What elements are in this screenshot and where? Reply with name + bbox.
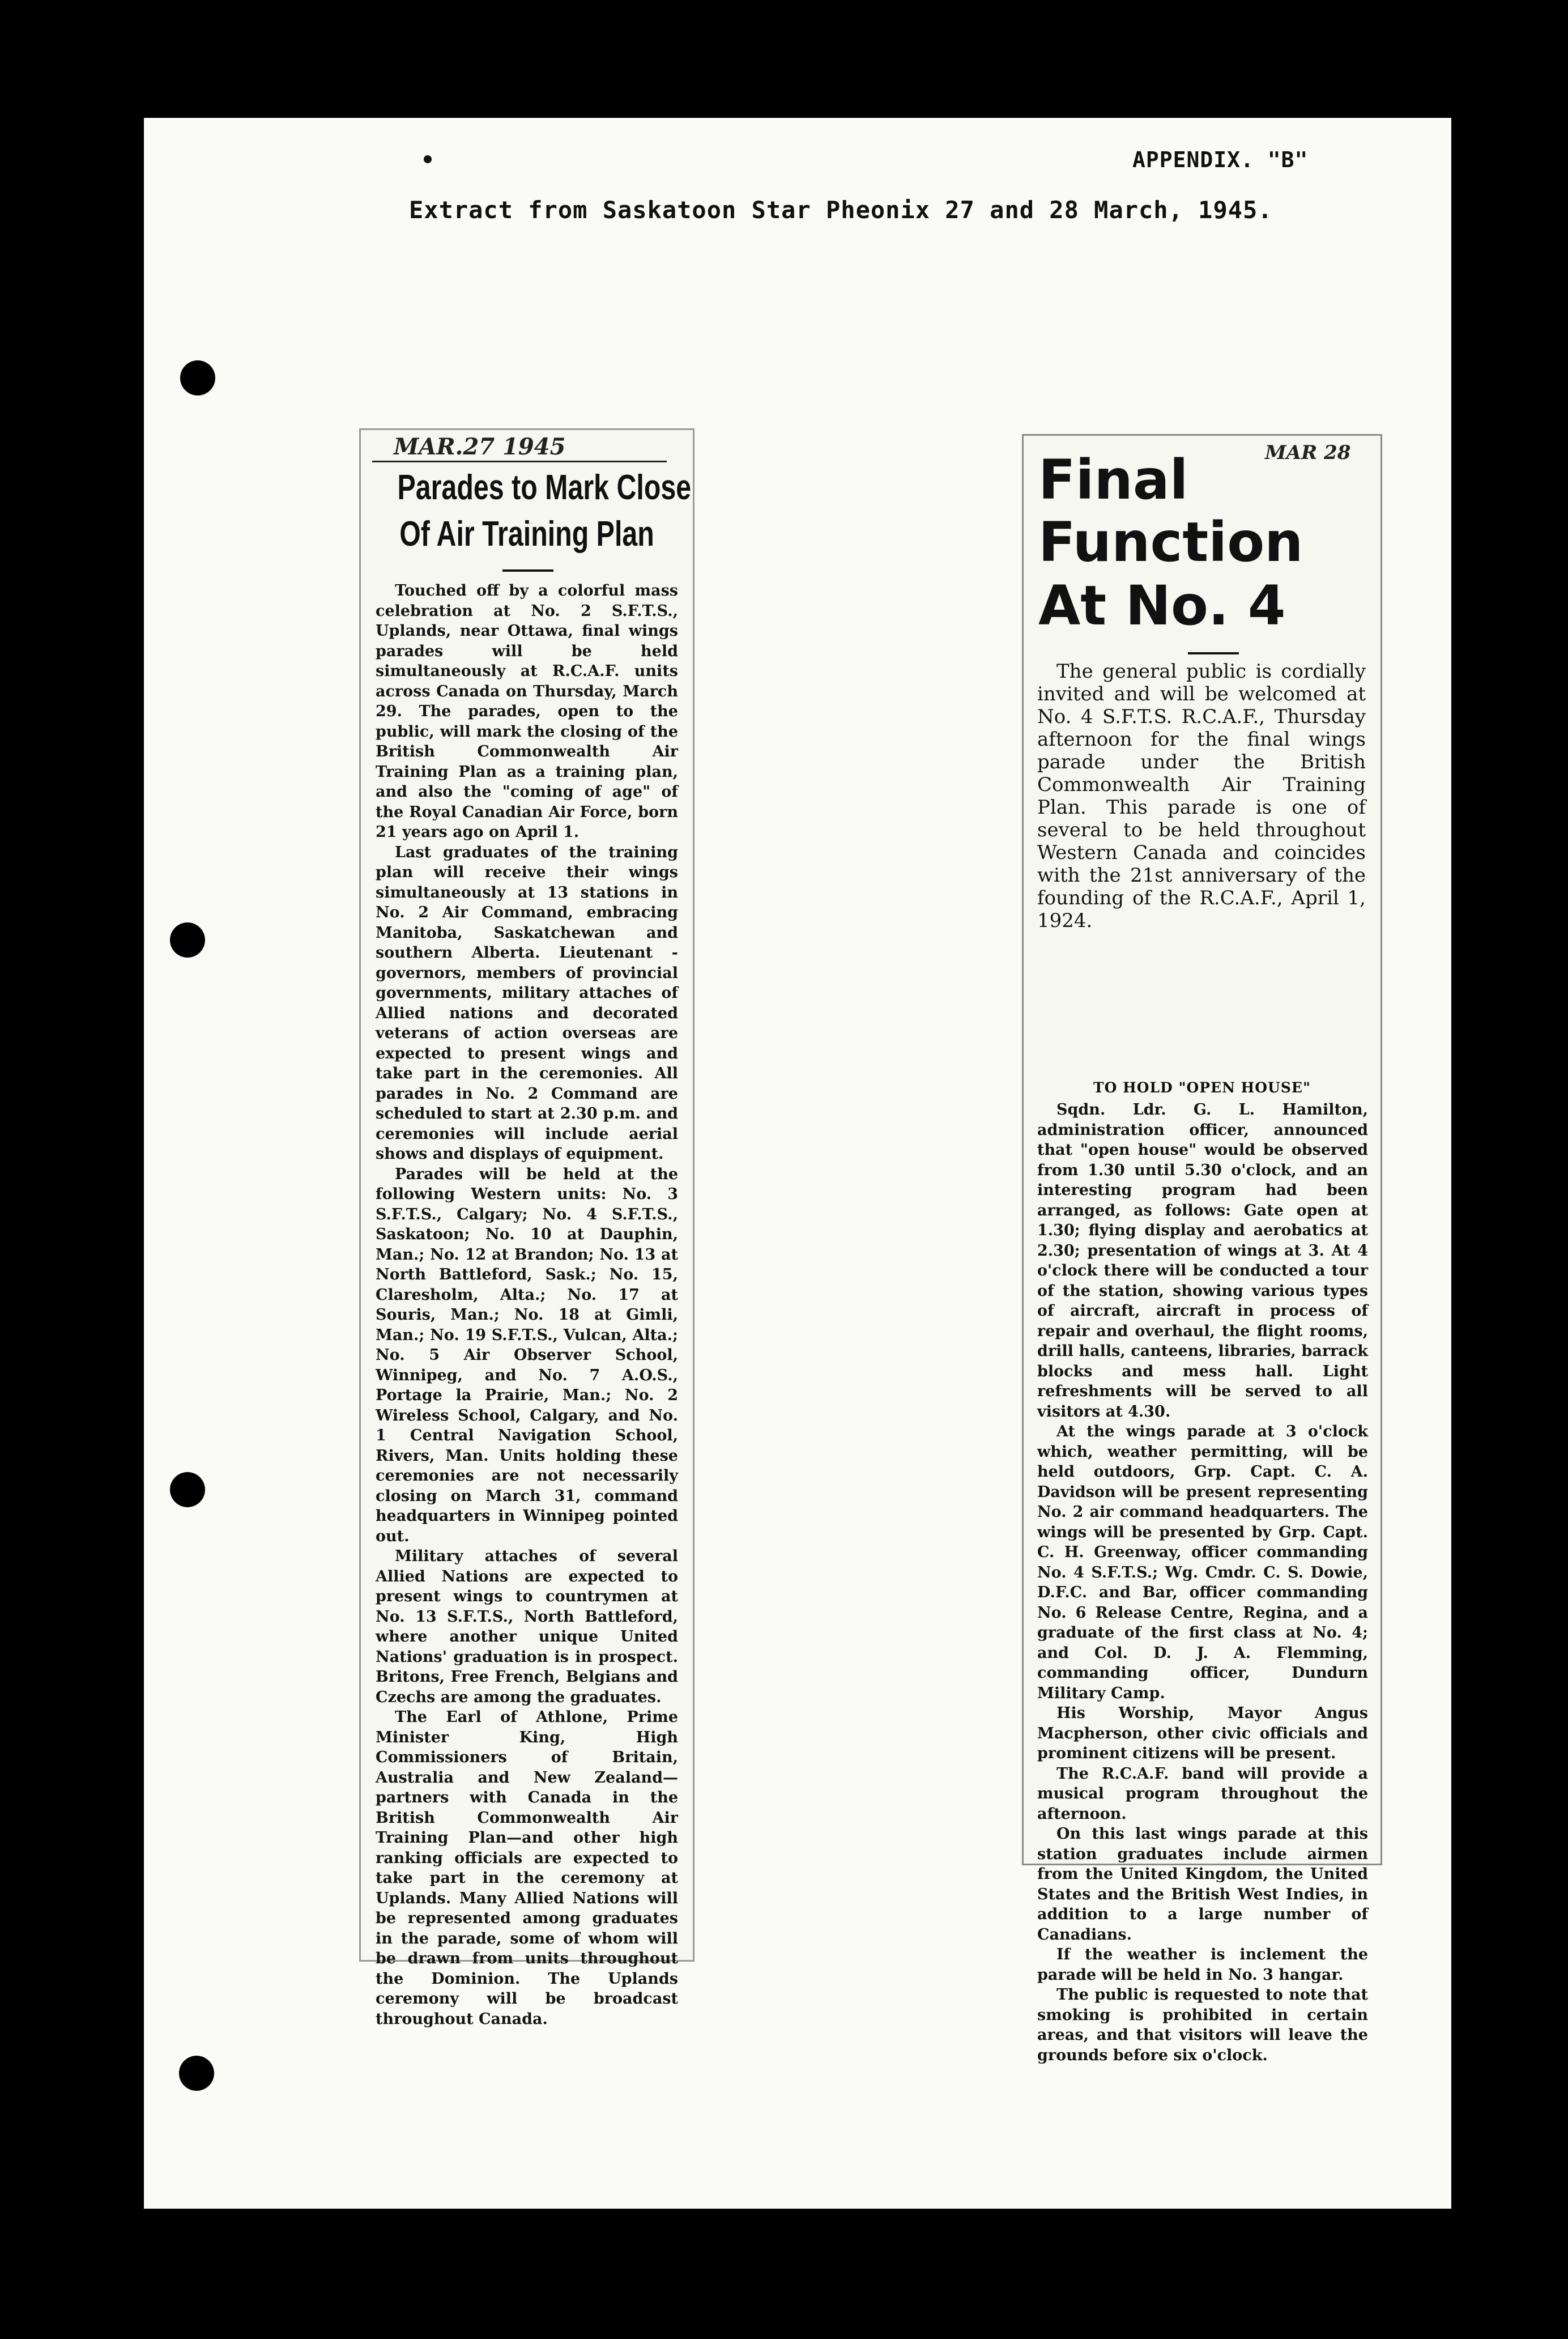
handwritten-date-right: MAR 28 <box>1265 441 1351 464</box>
right-paragraph: His Worship, Mayor Angus Macpherson, other civic officials and prominent citizens will be present. <box>1037 1704 1368 1762</box>
intro-paragraph: The general public is cordially invited and will be welcomed at No. 4 S.F.T.S. R.C.A.F., Thursday afternoon for the final wings parade under the British Commonwealth Air Training Plan. This parade is one of several to be held throughout Western Canada and coincides with the 21st anniversary of the founding of the R.C.A.F., April 1, 1924. <box>1037 660 1366 932</box>
left-paragraph: Military attaches of several Allied Nations are expected to present wings to countrymen at No. 13 S.F.T.S., North Battleford, where another unique United Nations' graduation is in prospect. Britons, Free French, Belgians and Czechs are among the graduates. <box>376 1547 678 1706</box>
left-article-body <box>376 581 678 2029</box>
left-headline-line2: Of Air Training Plan <box>399 514 654 554</box>
right-subheading: TO HOLD "OPEN HOUSE" <box>1093 1079 1311 1096</box>
handwritten-date-left: MAR.27 1945 <box>394 433 566 460</box>
right-paragraph: The public is requested to note that smoking is prohibited in certain areas, and that visitors will leave the grounds before six o'clock. <box>1037 1986 1368 2064</box>
right-paragraph: On this last wings parade at this station graduates include airmen from the United Kingdom, the United States and the British West Indies, in addition to a large number of Canadians. <box>1037 1825 1368 1944</box>
ink-speck <box>424 155 432 163</box>
punch-hole <box>170 1472 205 1507</box>
left-paragraph: Touched off by a colorful mass celebration at No. 2 S.F.T.S., Uplands, near Ottawa, final wings parades will be held simultaneously at R.C.A.F. units across Canada on Thursday, March 29. The parades, open to the public, will mark the closing of the British Commonwealth Air Training Plan as a training plan, and also the "coming of age" of the Royal Canadian Air Force, born 21 years ago on April 1. <box>376 582 678 841</box>
right-paragraph: At the wings parade at 3 o'clock which, weather permitting, will be held outdoors, Grp. Capt. C. A. Davidson will be present representing No. 2 air command headquarters. The wings will be presented by Grp. Capt. C. H. Greenway, officer commanding No. 4 S.F.T.S.; Wg. Cmdr. C. S. Dowie, D.F.C. and Bar, officer commanding No. 6 Release Centre, Regina, and a graduate of the first class at No. 4; and Col. D. J. A. Flemming, commanding officer, Dundurn Military Camp. <box>1037 1423 1368 1702</box>
right-newspaper-clipping <box>1022 434 1382 2064</box>
left-paragraph: Parades will be held at the following Western units: No. 3 S.F.T.S., Calgary; No. 4 S.F.T.S., Saskatoon; No. 10 at Dauphin, Man.; No. 12 at Brandon; No. 13 at North Battleford, Sask.; No. 15, Claresholm, Alta.; No. 17 at Souris, Man.; No. 18 at Gimli, Man.; No. 19 S.F.T.S., Vulcan, Alta.; No. 5 Air Observer School, Winnipeg, and No. 7 A.O.S., Portage la Prairie, Man.; No. 2 Wireless School, Calgary, and No. 1 Central Navigation School, Rivers, Man. Units holding these ceremonies are not necessarily closing on March 31, command headquarters in Winnipeg pointed out. <box>376 1165 678 1545</box>
appendix-label: APPENDIX. "B" <box>1132 147 1309 172</box>
punch-hole <box>179 2056 214 2091</box>
left-newspaper-clipping <box>359 428 694 2028</box>
right-paragraph: If the weather is inclement the parade will be held in No. 3 hangar. <box>1037 1946 1368 1984</box>
punch-hole <box>180 360 215 395</box>
document-page <box>144 118 1451 2209</box>
date-rule <box>372 461 667 462</box>
punch-hole <box>170 922 205 958</box>
headline-divider <box>502 569 553 572</box>
right-article-body <box>1037 1100 1368 2065</box>
right-paragraph: The R.C.A.F. band will provide a musical program throughout the afternoon. <box>1037 1764 1368 1823</box>
left-paragraph: Last graduates of the training plan will receive their wings simultaneously at 13 stations in No. 2 Air Command, embracing Manitoba, Saskatchewan and southern Alberta. Lieutenant - governors, members of provincial governments, military attaches of Allied nations and decorated veterans of action overseas are expected to present wings and take part in the ceremonies. All parades in No. 2 Command are scheduled to start at 2.30 p.m. and ceremonies will include aerial shows and displays of equipment. <box>376 843 678 1163</box>
right-headline-line1: Final <box>1038 448 1188 512</box>
right-headline-line2: Function <box>1038 511 1303 574</box>
left-paragraph: The Earl of Athlone, Prime Minister King, High Commissioners of Britain, Australia and New Zealand—partners with Canada in the British Commonwealth Air Training Plan—and other high ranking officials are expected to take part in the ceremony at Uplands. Many Allied Nations will be represented among graduates in the parade, some of whom will be drawn from units throughout the Dominion. The Uplands ceremony will be broadcast throughout Canada. <box>376 1708 678 2028</box>
right-headline-line3: At No. 4 <box>1038 574 1286 637</box>
left-headline-line1: Parades to Mark Close <box>397 468 692 507</box>
right-paragraph: Sqdn. Ldr. G. L. Hamilton, administration officer, announced that "open house" would be observed from 1.30 until 5.30 o'clock, and an interesting program had been arranged, as follows: Gate open at 1.30; flying display and aerobatics at 2.30; presentation of wings at 3. At 4 o'clock there will be conducted a tour of the station, showing various types of aircraft, aircraft in process of repair and overhaul, the flight rooms, drill halls, canteens, libraries, barrack blocks and mess hall. Light refreshments will be served to all visitors at 4.30. <box>1037 1101 1368 1421</box>
right-article-intro <box>1037 660 1366 932</box>
headline-divider <box>1188 652 1239 654</box>
extract-title: Extract from Saskatoon Star Pheonix 27 and 28 March, 1945. <box>409 196 1273 224</box>
